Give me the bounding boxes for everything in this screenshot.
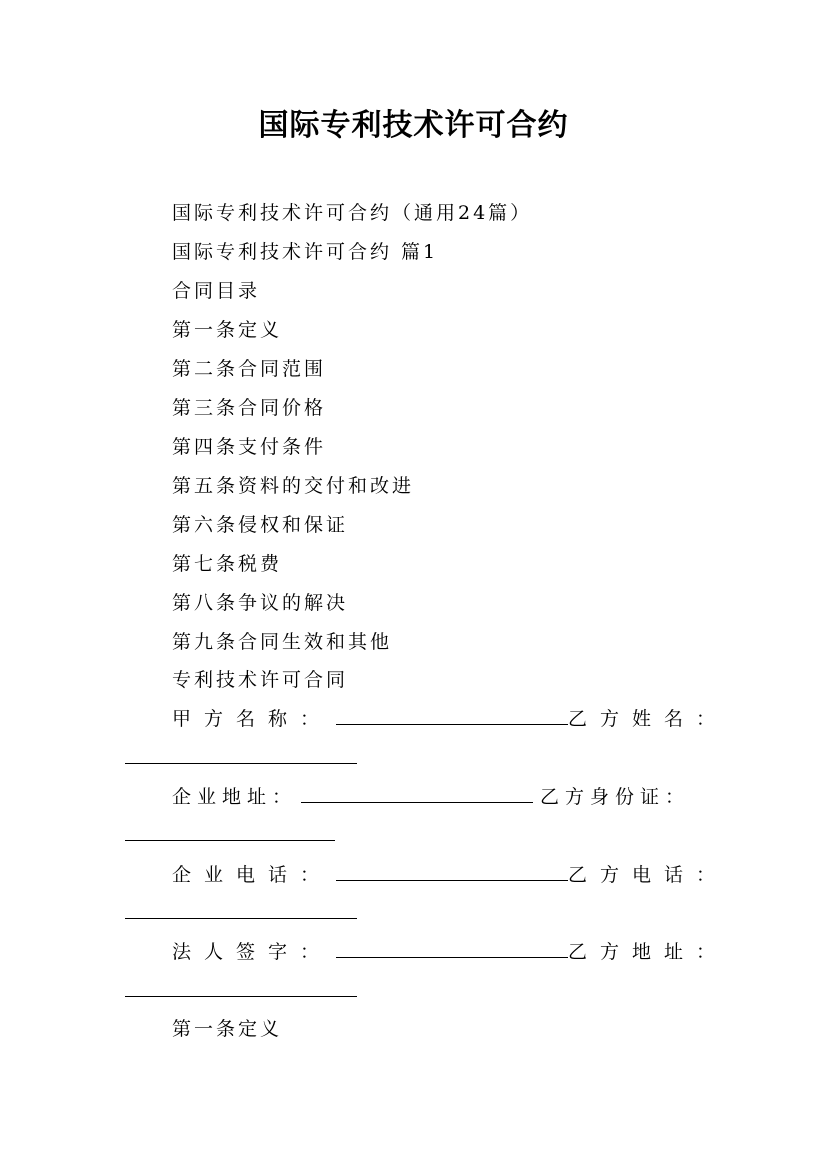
company-address-blank[interactable] bbox=[301, 801, 533, 803]
party-b-name-blank[interactable] bbox=[125, 763, 357, 764]
party-b-address-label: 乙方地址： bbox=[568, 941, 729, 963]
intro-line: 国际专利技术许可合约（通用24篇） bbox=[172, 202, 533, 224]
legal-rep-signature-label: 法人签字： bbox=[172, 941, 333, 963]
party-field-row bbox=[172, 782, 690, 809]
company-phone-blank[interactable] bbox=[336, 879, 568, 881]
toc-item: 第五条资料的交付和改进 bbox=[172, 475, 415, 497]
contract-heading: 专利技术许可合同 bbox=[172, 669, 349, 691]
party-b-id-blank[interactable] bbox=[125, 840, 335, 841]
toc-item: 第六条侵权和保证 bbox=[172, 514, 349, 536]
toc-item: 第八条争议的解决 bbox=[172, 592, 349, 614]
party-field-row bbox=[172, 937, 729, 964]
toc-item: 第四条支付条件 bbox=[172, 436, 327, 458]
section-heading: 国际专利技术许可合约 篇1 bbox=[172, 241, 439, 263]
party-b-id-label: 乙方身份证： bbox=[539, 786, 690, 808]
toc-item: 第三条合同价格 bbox=[172, 397, 327, 419]
company-address-label: 企业地址： bbox=[172, 786, 298, 808]
toc-item: 第一条定义 bbox=[172, 319, 283, 341]
party-b-name-label: 乙方姓名： bbox=[568, 708, 729, 730]
toc-heading: 合同目录 bbox=[172, 280, 261, 302]
article-heading: 第一条定义 bbox=[172, 1018, 283, 1040]
toc-item: 第二条合同范围 bbox=[172, 358, 327, 380]
party-a-name-label: 甲方名称： bbox=[172, 708, 333, 730]
party-field-row bbox=[172, 704, 729, 731]
document-title: 国际专利技术许可合约 bbox=[258, 108, 569, 143]
party-a-name-blank[interactable] bbox=[336, 723, 568, 725]
toc-item: 第七条税费 bbox=[172, 553, 283, 575]
party-b-phone-label: 乙方电话： bbox=[568, 864, 729, 886]
legal-rep-signature-blank[interactable] bbox=[336, 956, 568, 958]
party-b-address-blank[interactable] bbox=[125, 996, 357, 997]
company-phone-label: 企业电话： bbox=[172, 864, 333, 886]
party-field-row bbox=[172, 860, 729, 887]
party-b-phone-blank[interactable] bbox=[125, 918, 357, 919]
toc-item: 第九条合同生效和其他 bbox=[172, 631, 393, 653]
